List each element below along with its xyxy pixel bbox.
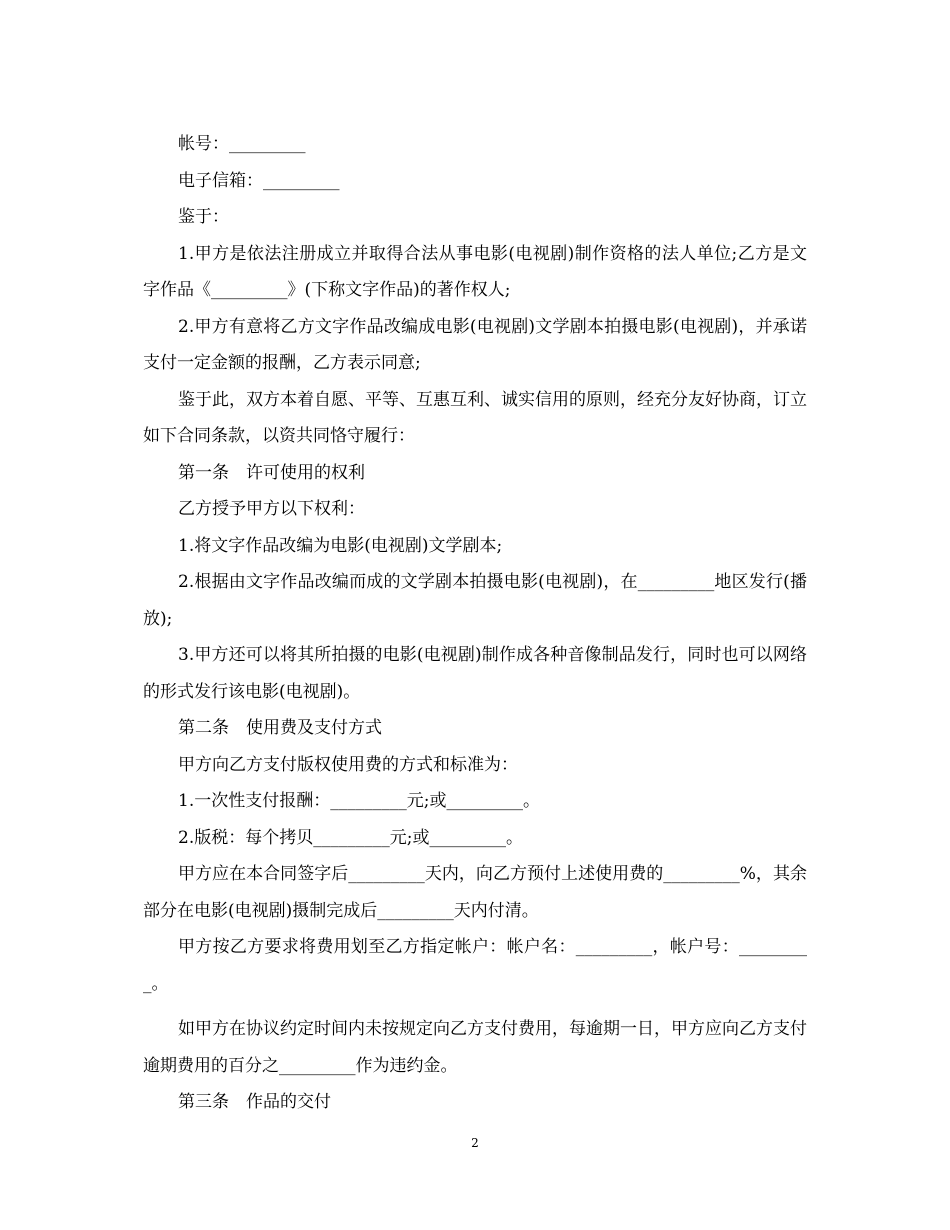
article-1-item-3: 3.甲方还可以将其所拍摄的电影(电视剧)制作成各种音像制品发行，同时也可以网络的形式发行该电影(电视剧)。 — [143, 645, 807, 702]
article-2-heading: 第二条 使用费及支付方式 — [178, 718, 382, 738]
article-3-heading: 第三条 作品的交付 — [178, 1092, 331, 1112]
whereas-clause-1: 1.甲方是依法注册成立并取得合法从事电影(电视剧)制作资格的法人单位;乙方是文字作品《_________》(下称文字作品)的著作权人; — [143, 243, 807, 300]
article-1-intro: 乙方授予甲方以下权利： — [178, 499, 365, 519]
article-1-heading: 第一条 许可使用的权利 — [178, 462, 365, 483]
paragraph-gap — [143, 1002, 807, 1011]
page-number: 2 — [471, 1136, 479, 1150]
article-1-item-1: 1.将文字作品改编为电影(电视剧)文学剧本; — [178, 535, 503, 556]
article-2-item-1: 1.一次性支付报酬：_________元;或_________。 — [178, 791, 540, 811]
bank-account-clause: 甲方按乙方要求将费用划至乙方指定帐户：帐户名：_________，帐户号：_________。 — [143, 937, 807, 994]
article-2-item-2: 2.版税：每个拷贝_________元;或_________。 — [178, 827, 523, 848]
email-line: 电子信箱：_________ — [178, 170, 340, 191]
agreement-preamble: 鉴于此，双方本着自愿、平等、互惠互利、诚实信用的原则，经充分友好协商，订立如下合同条款，以资共同恪守履行： — [143, 389, 807, 446]
article-1-item-2: 2.根据由文字作品改编而成的文学剧本拍摄电影(电视剧)，在_________地区发行(播放); — [143, 572, 807, 629]
whereas-clause-2: 2.甲方有意将乙方文字作品改编成电影(电视剧)文学剧本拍摄电影(电视剧)，并承诺支付一定金额的报酬，乙方表示同意; — [143, 316, 807, 373]
advance-payment-clause: 甲方应在本合同签字后_________天内，向乙方预付上述使用费的_________%，其余部分在电影(电视剧)摄制完成后_________天内付清。 — [143, 864, 807, 921]
article-2-intro: 甲方向乙方支付版权使用费的方式和标准为： — [178, 754, 518, 775]
account-number-line: 帐号：_________ — [178, 134, 306, 154]
late-payment-clause: 如甲方在协议约定时间内未按规定向乙方支付费用，每逾期一日，甲方应向乙方支付逾期费用的百分之_________作为违约金。 — [143, 1019, 807, 1076]
whereas-heading: 鉴于： — [178, 207, 229, 227]
document-body — [143, 126, 807, 1121]
